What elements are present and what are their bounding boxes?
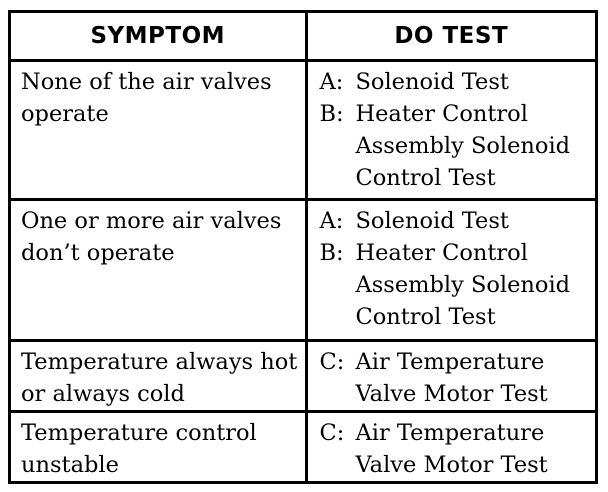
table-header-row: [11, 13, 595, 61]
test-letter: A:: [319, 69, 344, 95]
test-name: Solenoid Test: [355, 69, 509, 95]
test-name: Heater Control Assembly Solenoid Control Test: [355, 240, 571, 330]
test-cell: [306, 412, 595, 484]
test-list: [308, 62, 596, 194]
test-list: [308, 342, 596, 410]
symptom-cell: [11, 412, 306, 484]
test-letter: A:: [319, 208, 344, 234]
test-letter: C:: [319, 349, 345, 375]
test-letter: B:: [319, 240, 344, 266]
symptom-cell: [11, 200, 306, 341]
test-column-header: DO TEST: [306, 13, 595, 61]
symptom-column-header: SYMPTOM: [11, 13, 306, 61]
test-item: [320, 237, 592, 333]
symptom-text: Temperature always hot or always cold: [21, 349, 298, 407]
test-item: [320, 205, 592, 237]
test-item: [320, 417, 592, 481]
symptom-text: Temperature control unstable: [21, 420, 257, 478]
symptom-test-table: [11, 13, 595, 483]
test-cell: [306, 200, 595, 341]
test-list: [308, 201, 596, 333]
table-row: [11, 412, 595, 484]
table-row: [11, 61, 595, 200]
test-name: Solenoid Test: [355, 208, 509, 234]
test-list: [308, 413, 596, 481]
table-row: [11, 200, 595, 341]
test-letter: B:: [319, 101, 344, 127]
test-item: [320, 346, 592, 410]
test-cell: [306, 61, 595, 200]
test-name: Air Temperature Valve Motor Test: [355, 420, 548, 478]
test-item: [320, 66, 592, 98]
test-name: Heater Control Assembly Solenoid Control Test: [355, 101, 571, 191]
symptom-text: One or more air valves don’t operate: [21, 208, 282, 266]
test-name: Air Temperature Valve Motor Test: [355, 349, 548, 407]
symptom-text: None of the air valves operate: [21, 69, 272, 127]
diagnostic-table-frame: [8, 10, 598, 484]
test-letter: C:: [319, 420, 345, 446]
symptom-cell: [11, 61, 306, 200]
test-item: [320, 98, 592, 194]
test-cell: [306, 341, 595, 412]
table-row: [11, 341, 595, 412]
symptom-cell: [11, 341, 306, 412]
